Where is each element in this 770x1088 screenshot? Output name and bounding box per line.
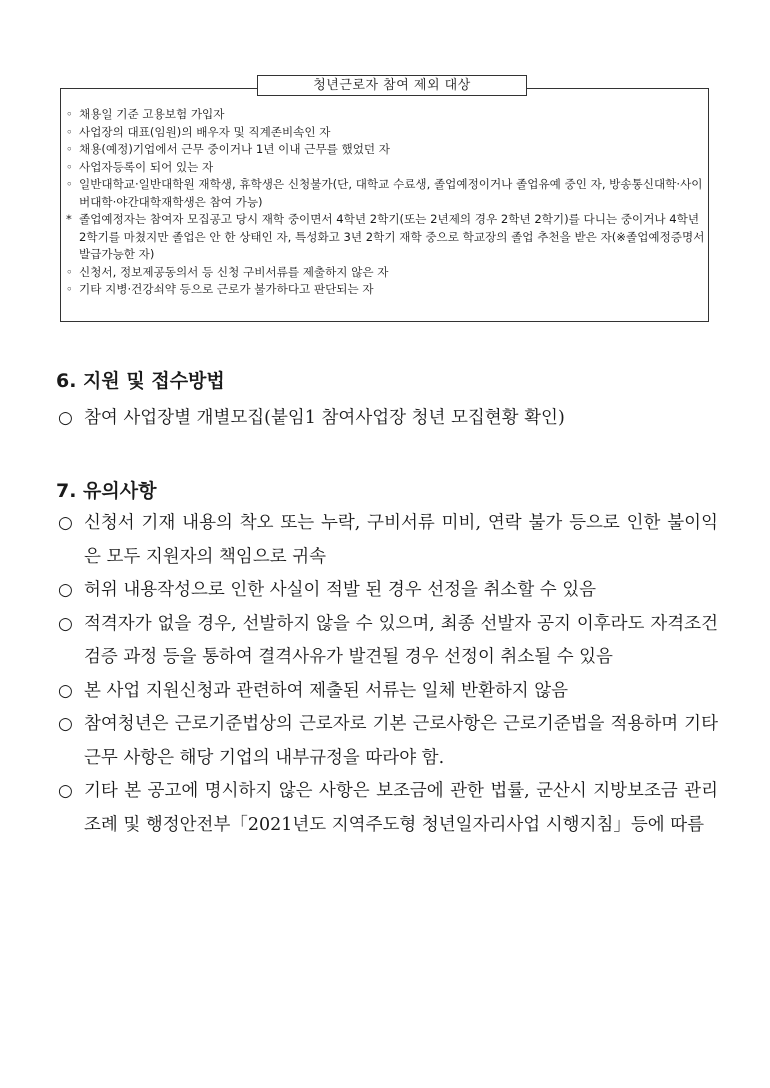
list-item-text: 신청서 기재 내용의 착오 또는 누락, 구비서류 미비, 연락 불가 등으로 인한 불이익은 모두 지원자의 책임으로 귀속 <box>84 513 718 567</box>
bullet-marker: ◦ <box>66 177 73 191</box>
list-item <box>66 211 706 264</box>
exclusion-box-title: 청년근로자 참여 제외 대상 <box>257 75 527 96</box>
section7-list <box>58 507 718 842</box>
circle-marker: ○ <box>58 613 73 634</box>
section6-list <box>58 402 718 436</box>
circle-marker: ○ <box>58 408 73 428</box>
exclusion-list <box>66 106 706 299</box>
list-item <box>66 124 706 142</box>
list-item <box>66 281 706 299</box>
section6-heading: 6. 지원 및 접수방법 <box>56 370 225 392</box>
list-item-text: 사업자등록이 되어 있는 자 <box>79 159 214 174</box>
list-item-text: 일반대학교·일반대학원 재학생, 휴학생은 신청불가(단, 대학교 수료생, 졸업예정이거나 졸업유예 중인 자, 방송통신대학·사이버대학·야간대학재학생은 참여 가능) <box>79 177 703 209</box>
bullet-marker: ◦ <box>66 107 73 121</box>
list-item <box>58 574 718 608</box>
list-item <box>58 675 718 709</box>
list-item-text: 사업장의 대표(임원)의 배우자 및 직계존비속인 자 <box>79 124 331 139</box>
bullet-marker: ◦ <box>66 159 73 174</box>
list-item-text: 채용일 기준 고용보험 가입자 <box>79 107 225 121</box>
list-item <box>66 264 706 282</box>
list-item <box>66 141 706 159</box>
list-item-text: 채용(예정)기업에서 근무 중이거나 1년 이내 근무를 했었던 자 <box>79 142 391 156</box>
circle-marker: ○ <box>58 513 73 533</box>
list-item-text: 졸업예정자는 참여자 모집공고 당시 재학 중이면서 4학년 2학기(또는 2년제의 경우 2학년 2학기)를 다니는 중이거나 4학년 2학기를 마쳤지만 졸업은 안 한 상태인 자, 특성화고 3년 2학기 재학 중으로 학교장의 졸업 추천을 받은 자(※졸업예정증명서 발급가능한 자) <box>79 212 705 261</box>
list-item-text: 참여 사업장별 개별모집(붙임1 참여사업장 청년 모집현황 확인) <box>84 408 565 428</box>
list-item-text: 기타 본 공고에 명시하지 않은 사항은 보조금에 관한 법률, 군산시 지방보조금 관리 조례 및 행정안전부「2021년도 지역주도형 청년일자리사업 시행지침」등에 따름 <box>84 781 718 835</box>
circle-marker: ○ <box>58 680 73 701</box>
list-item-text: 기타 지병·건강쇠약 등으로 근로가 불가하다고 판단되는 자 <box>79 282 374 296</box>
list-item-text: 허위 내용작성으로 인한 사실이 적발 된 경우 선정을 취소할 수 있음 <box>84 580 597 600</box>
circle-marker: ○ <box>58 580 73 600</box>
list-item <box>66 159 706 177</box>
bullet-marker: ◦ <box>66 282 73 296</box>
list-item <box>66 176 706 211</box>
bullet-marker: ◦ <box>66 142 73 156</box>
list-item <box>58 608 718 675</box>
list-item <box>58 507 718 574</box>
list-item-text: 참여청년은 근로기준법상의 근로자로 기본 근로사항은 근로기준법을 적용하며 기타 근무 사항은 해당 기업의 내부규정을 따라야 함. <box>84 714 718 768</box>
list-item <box>58 708 718 775</box>
circle-marker: ○ <box>58 714 73 734</box>
asterisk-marker: * <box>66 212 72 226</box>
list-item <box>66 106 706 124</box>
bullet-marker: ◦ <box>66 264 73 279</box>
list-item-text: 본 사업 지원신청과 관련하여 제출된 서류는 일체 반환하지 않음 <box>84 680 569 701</box>
list-item <box>58 402 718 436</box>
bullet-marker: ◦ <box>66 124 73 139</box>
list-item <box>58 775 718 842</box>
list-item-text: 적격자가 없을 경우, 선발하지 않을 수 있으며, 최종 선발자 공지 이후라도 자격조건 검증 과정 등을 통하여 결격사유가 발견될 경우 선정이 취소될 수 있음 <box>84 613 718 667</box>
circle-marker: ○ <box>58 781 73 801</box>
section7-heading: 7. 유의사항 <box>56 480 157 502</box>
list-item-text: 신청서, 정보제공동의서 등 신청 구비서류를 제출하지 않은 자 <box>79 264 389 279</box>
